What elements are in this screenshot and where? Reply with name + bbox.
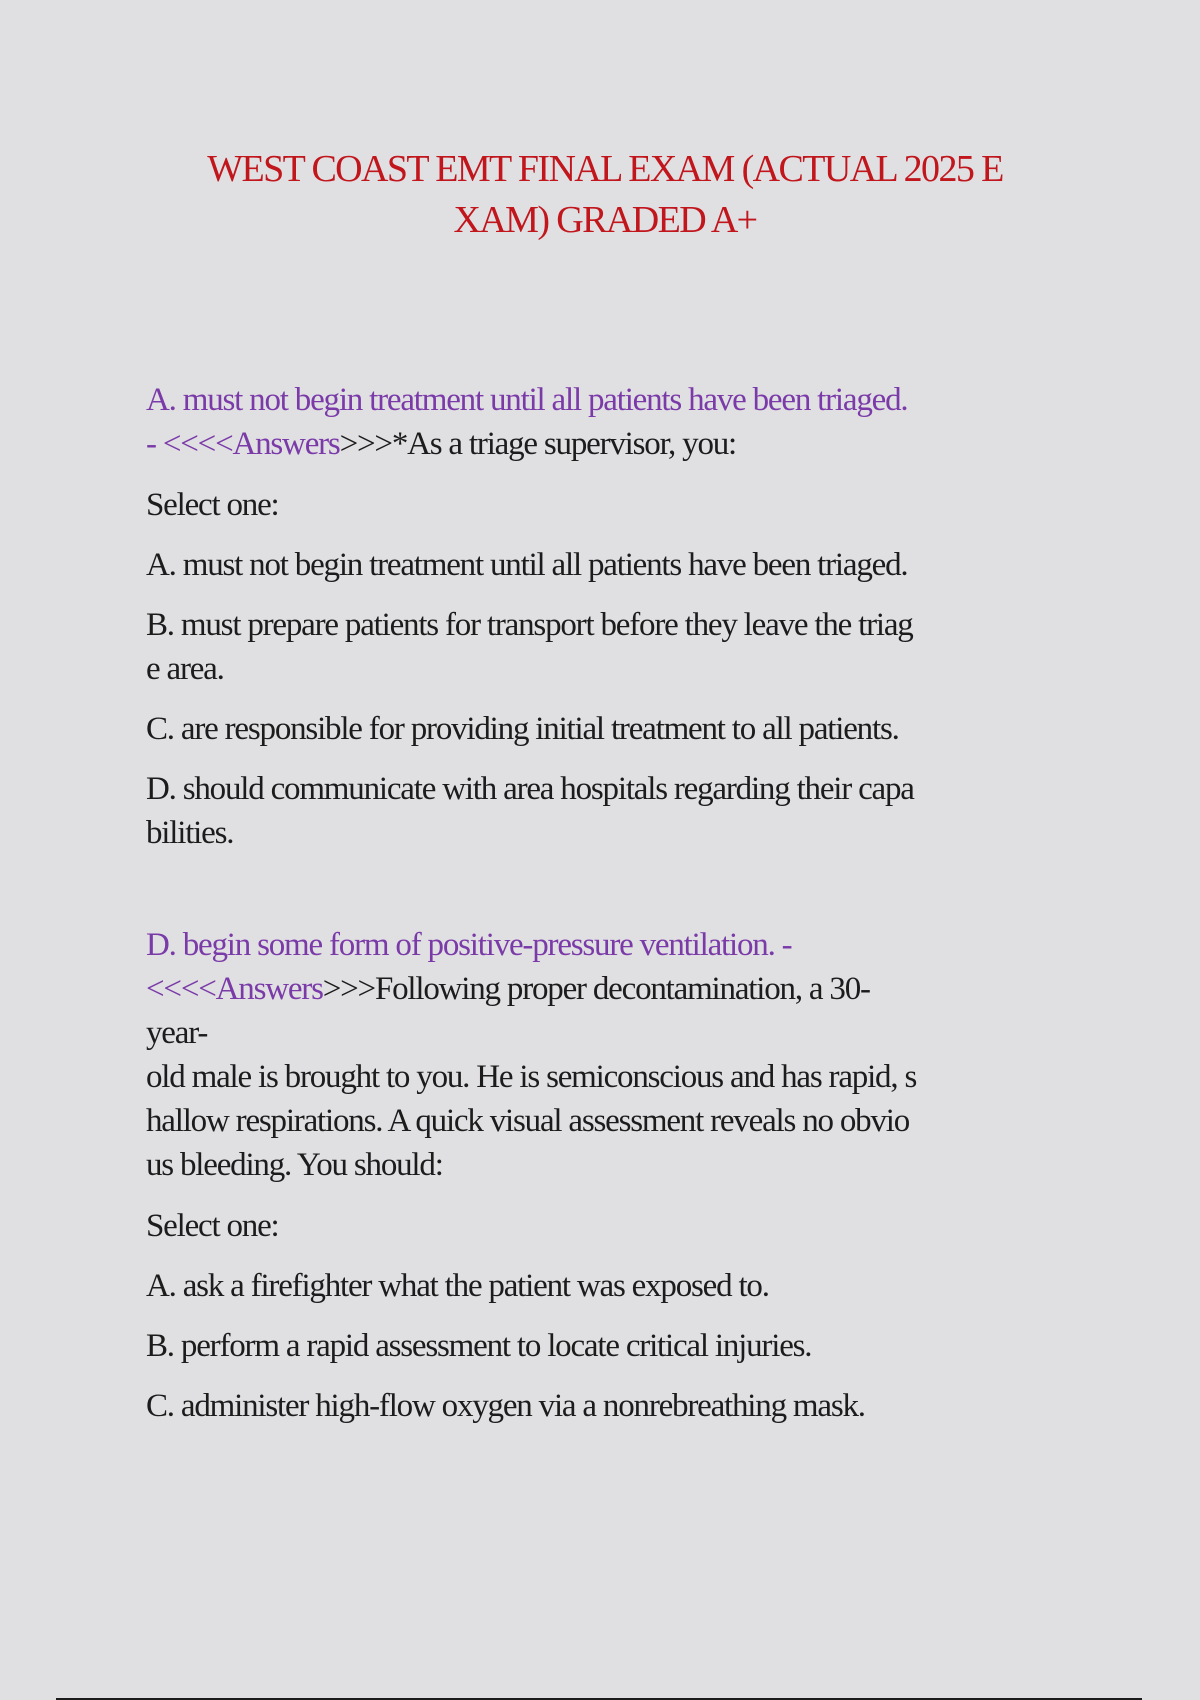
option-b-line-1: B. must prepare patients for transport before they leave the triag bbox=[146, 607, 913, 643]
option-a: A. must not begin treatment until all patients have been triaged. bbox=[146, 547, 908, 583]
option-c: C. are responsible for providing initial treatment to all patients. bbox=[146, 711, 899, 747]
question-line-3: old male is brought to you. He is semiconscious and has rapid, s bbox=[146, 1059, 917, 1095]
answers-arrows: >>> bbox=[339, 426, 392, 462]
question-line-2: year- bbox=[146, 1015, 208, 1051]
question-text: *As a triage supervisor, you: bbox=[391, 426, 737, 462]
option-d bbox=[146, 767, 1046, 855]
answer-text: A. must not begin treatment until all patients have been triaged. bbox=[146, 382, 908, 418]
answers-arrows: >>> bbox=[322, 971, 375, 1007]
answer-text: D. begin some form of positive-pressure ventilation. - bbox=[146, 927, 792, 963]
document-body bbox=[146, 378, 1046, 1428]
select-one-label: Select one: bbox=[146, 487, 279, 523]
option-b-line-2: e area. bbox=[146, 651, 224, 687]
option-c: C. administer high-flow oxygen via a nonrebreathing mask. bbox=[146, 1388, 865, 1424]
qa-block-1 bbox=[146, 378, 1046, 855]
page-title bbox=[140, 144, 1070, 246]
title-line-1: WEST COAST EMT FINAL EXAM (ACTUAL 2025 E bbox=[207, 148, 1003, 190]
select-one-label: Select one: bbox=[146, 1208, 279, 1244]
question-line bbox=[146, 967, 1046, 1011]
title-line-2: XAM) GRADED A+ bbox=[453, 199, 757, 241]
question-line-5: us bleeding. You should: bbox=[146, 1147, 443, 1183]
option-d-line-1: D. should communicate with area hospitals regarding their capa bbox=[146, 771, 914, 807]
question-text: Following proper decontamination, a 30- bbox=[374, 971, 870, 1007]
option-d-line-2: bilities. bbox=[146, 815, 234, 851]
answers-marker: <<<<Answers bbox=[146, 971, 323, 1007]
option-b: B. perform a rapid assessment to locate critical injuries. bbox=[146, 1328, 812, 1364]
answers-marker: - <<<<Answers bbox=[146, 426, 340, 462]
qa-block-2 bbox=[146, 923, 1046, 1428]
question-line-4: hallow respirations. A quick visual assessment reveals no obvio bbox=[146, 1103, 910, 1139]
question-line bbox=[146, 422, 1046, 466]
option-a: A. ask a firefighter what the patient was exposed to. bbox=[146, 1268, 769, 1304]
option-b bbox=[146, 603, 1046, 691]
